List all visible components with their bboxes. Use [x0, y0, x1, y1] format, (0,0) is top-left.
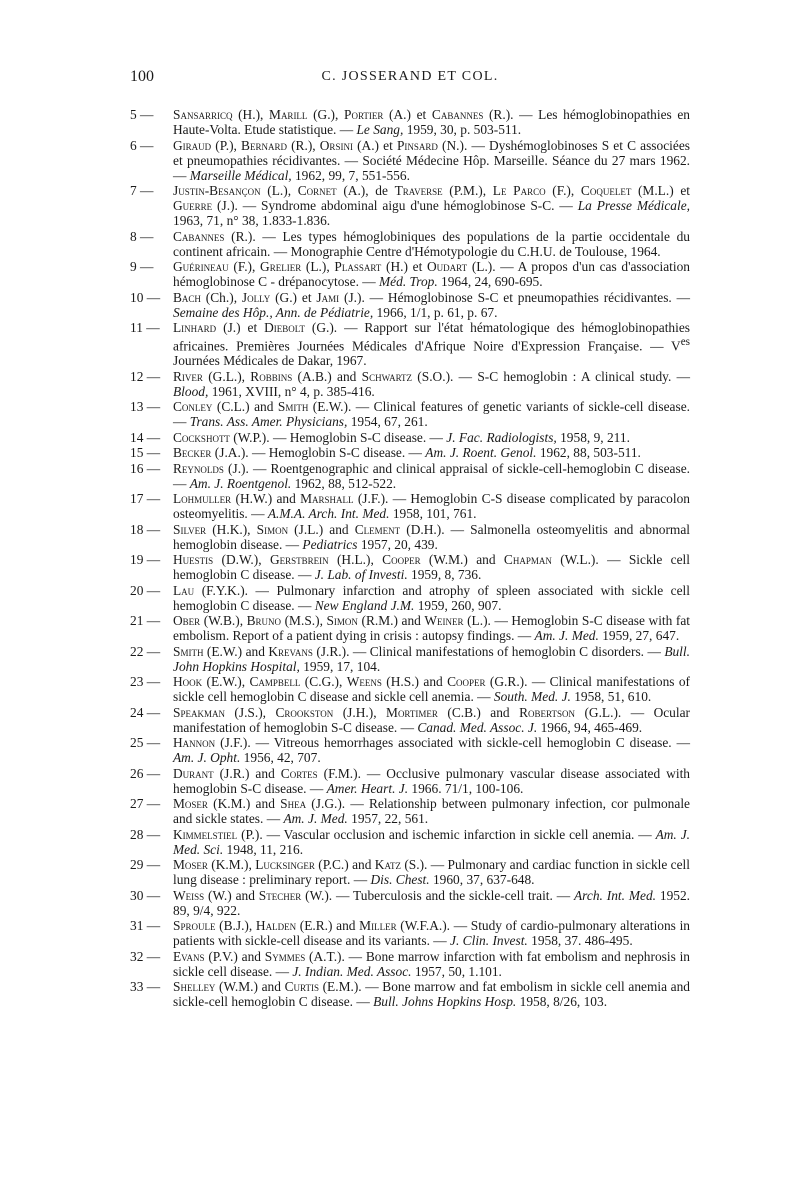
- reference-number: 9 —: [130, 259, 154, 274]
- reference-number: 7 —: [130, 183, 154, 198]
- reference-segment: (P.),: [211, 137, 242, 153]
- reference-text: [173, 857, 690, 887]
- reference-segment: (P.). — Vascular occlusion and ischemic infarction in sickle cell anemia. —: [237, 826, 656, 842]
- reference-segment: (R.),: [286, 137, 320, 153]
- reference-number: 27 —: [130, 796, 161, 812]
- reference-number: 6 —: [130, 137, 154, 153]
- reference-item: [130, 259, 690, 289]
- reference-segment: (F.M.). — Occlusive pulmonary vascular disease associated with hemoglobin S-C disease. —: [173, 765, 690, 796]
- reference-segment: (D.H.). — Salmonella osteomyelitis and abnormal hemoglobin disease. —: [173, 521, 690, 552]
- reference-item: [130, 320, 690, 368]
- reference-segment: (J.F.). — Vitreous hemorrhages associated with sickle-cell hemoglobin C disease. —: [215, 735, 690, 751]
- journal-title: South. Med. J.: [493, 689, 571, 705]
- reference-item: [130, 522, 690, 552]
- journal-title: Bull. John Hopkins Hospital,: [173, 643, 690, 674]
- reference-item: [130, 644, 690, 674]
- reference-segment: 1958, 51, 610.: [570, 689, 652, 705]
- reference-segment: (F.),: [228, 259, 261, 274]
- reference-item: [130, 583, 690, 613]
- reference-number: 26 —: [130, 765, 161, 781]
- author-name: Bach: [173, 289, 201, 305]
- reference-segment: (R.M.) and: [357, 613, 425, 629]
- reference-item: [130, 138, 690, 183]
- author-name: Crookston: [275, 704, 334, 720]
- reference-text: [173, 796, 690, 826]
- reference-segment: (F.Y.K.). — Pulmonary infarction and atrophy of spleen associated with sickle cell hemoglobin C disease. —: [173, 582, 690, 613]
- reference-text: [173, 735, 690, 765]
- author-name: Plassart: [334, 259, 382, 274]
- reference-segment: (E.M.). — Bone marrow and fat embolism in sickle cell anemia and sickle-cell hemoglobin C disease. —: [173, 979, 690, 1010]
- journal-title: J. Clin. Invest.: [450, 933, 528, 949]
- journal-title: Am. J. Med.: [283, 811, 348, 827]
- author-name: Le Parco: [492, 183, 546, 198]
- author-name: Clement: [354, 521, 401, 537]
- reference-item: [130, 827, 690, 857]
- reference-segment: (G.L.). — Ocular manifestation of hemoglobin S-C disease. —: [173, 704, 690, 735]
- reference-segment: (B.J.),: [215, 918, 256, 934]
- author-name: Simon: [326, 613, 358, 629]
- author-name: Oudart: [426, 259, 468, 274]
- reference-number: 17 —: [130, 491, 161, 507]
- author-name: Cockshott: [173, 429, 230, 445]
- author-name: Cabannes: [173, 228, 225, 244]
- reference-segment: (J.L.) and: [288, 521, 355, 537]
- author-name: Grelier: [260, 259, 302, 274]
- reference-segment: (J.). — Hémoglobinose S-C et pneumopathies récidivantes. —: [339, 289, 691, 305]
- author-name: Bernard: [241, 137, 287, 153]
- reference-segment: (H.) et: [381, 259, 427, 274]
- author-name: Durant: [173, 765, 214, 781]
- author-name: Halden: [255, 918, 297, 934]
- author-name: Jami: [316, 289, 340, 305]
- reference-segment: (H.S.) and: [381, 674, 448, 690]
- reference-segment: (E.W.). — Clinical features of genetic variants of sickle-cell disease. —: [173, 399, 690, 430]
- page-number: 100: [130, 68, 154, 85]
- reference-segment: (J.R.). — Clinical manifestations of hemoglobin C disorders. —: [312, 643, 665, 659]
- author-name: Coquelet: [580, 183, 632, 198]
- reference-number: 14 —: [130, 429, 161, 445]
- reference-segment: (W.M.) and: [215, 979, 285, 995]
- journal-title: Marseille Médical,: [189, 167, 292, 183]
- reference-text: [173, 430, 690, 445]
- reference-number: 31 —: [130, 918, 161, 934]
- reference-segment: (G.). — Rapport sur l'état hématologique des hémoglobinopathies africaines. Premières Journées Médicales d'Afrique Noire d'Expression Française. — V: [173, 320, 691, 354]
- reference-segment: 1966, 94, 465-469.: [537, 719, 643, 735]
- journal-title: Am. J. Roentgenol.: [189, 475, 292, 491]
- author-name: Shea: [280, 796, 307, 812]
- reference-segment: 1952. 89, 9/4, 922.: [173, 887, 691, 918]
- reference-segment: 1962, 88, 512-522.: [291, 475, 397, 491]
- author-name: Krevans: [268, 643, 313, 659]
- author-name: Schwartz: [361, 368, 413, 384]
- author-name: Stecher: [258, 887, 302, 903]
- reference-segment: 1959, 8, 736.: [407, 567, 482, 583]
- journal-title: Am. J. Roent. Genol.: [425, 445, 537, 461]
- author-name: Chapman: [503, 552, 552, 568]
- author-name: Portier: [344, 107, 384, 122]
- journal-title: Am. J. Med.: [534, 628, 599, 644]
- journal-title: La Presse Médicale,: [577, 198, 690, 213]
- author-name: Simon: [256, 521, 289, 537]
- reference-item: [130, 949, 690, 979]
- author-name: Smith: [173, 643, 204, 659]
- author-name: Cortes: [280, 765, 318, 781]
- reference-segment: (L.). — Hemoglobin S-C disease with fat embolism. Report of a patient dying in crisis : autopsy findings. —: [173, 613, 691, 644]
- reference-segment: (J.F.). — Hemoglobin C-S disease complicated by paracolon osteomyelitis. —: [173, 491, 690, 522]
- reference-segment: (C.L.) and: [212, 399, 278, 415]
- reference-segment: 1963, 71, n° 38, 1.833-1.836.: [173, 213, 331, 228]
- journal-title: New England J.M.: [314, 597, 415, 613]
- author-name: Sansarricq: [173, 107, 233, 122]
- author-name: Lohmuller: [173, 491, 232, 507]
- author-name: Huestis: [173, 552, 214, 568]
- reference-list: [130, 107, 690, 1010]
- reference-number: 8 —: [130, 228, 154, 244]
- author-name: River: [173, 368, 203, 384]
- author-name: Giraud: [173, 137, 212, 153]
- author-name: Weiner: [424, 613, 464, 629]
- reference-segment: (J.G.). — Relationship between pulmonary infection, cor pulmonale and sickle states. —: [173, 796, 690, 827]
- reference-segment: (J.). — Roentgenographic and clinical appraisal of sickle-cell-hemoglobin C disease. —: [173, 460, 690, 491]
- author-name: Reynolds: [173, 460, 224, 476]
- author-name: Becker: [173, 445, 212, 461]
- author-name: Hannon: [173, 735, 216, 751]
- reference-segment: 1957, 50, 1.101.: [411, 963, 502, 979]
- reference-segment: (A.B.) and: [292, 368, 362, 384]
- author-name: Marshall: [300, 491, 354, 507]
- author-name: Conley: [173, 399, 213, 415]
- reference-segment: (J.) et: [216, 320, 265, 335]
- reference-segment: 1959, 30, p. 503-511.: [403, 122, 522, 137]
- reference-number: 15 —: [130, 445, 161, 461]
- reference-item: [130, 766, 690, 796]
- reference-item: [130, 491, 690, 521]
- reference-number: 18 —: [130, 521, 161, 537]
- author-name: Cooper: [382, 552, 421, 568]
- journal-title: Amer. Heart. J.: [326, 780, 409, 796]
- reference-segment: 1958, 37. 486-495.: [527, 933, 633, 949]
- reference-segment: (G.R.). — Clinical manifestations of sickle cell hemoglobin C disease and sickle cell anemia. —: [173, 674, 691, 705]
- reference-segment: 1948, 11, 216.: [223, 841, 304, 857]
- reference-number: 33 —: [130, 979, 161, 995]
- author-name: Kimmelstiel: [173, 826, 238, 842]
- author-name: Sproule: [173, 918, 216, 934]
- reference-text: [173, 674, 690, 704]
- reference-number: 16 —: [130, 460, 161, 476]
- journal-title: Am. J. Med. Sci.: [173, 826, 690, 857]
- reference-text: [173, 399, 690, 429]
- superscript: es: [680, 336, 690, 348]
- reference-text: [173, 290, 690, 320]
- reference-segment: (G.),: [307, 107, 344, 122]
- author-name: Shelley: [173, 979, 216, 995]
- reference-segment: (K.M.) and: [207, 796, 281, 812]
- journal-title: Méd. Trop.: [379, 274, 438, 289]
- reference-segment: 1962, 88, 503-511.: [536, 445, 641, 461]
- reference-item: [130, 705, 690, 735]
- author-name: Moser: [173, 796, 208, 812]
- reference-segment: (F.),: [545, 183, 581, 198]
- reference-segment: (J.S.),: [224, 704, 276, 720]
- reference-segment: (E.R.) and: [296, 918, 360, 934]
- reference-segment: (A.) et: [383, 107, 432, 122]
- reference-segment: (H.),: [232, 107, 270, 122]
- journal-title: J. Fac. Radiologists,: [446, 429, 557, 445]
- reference-segment: (J.A.). — Hemoglobin S-C disease. —: [211, 445, 426, 461]
- reference-text: [173, 705, 690, 735]
- reference-segment: 1964, 24, 690-695.: [437, 274, 543, 289]
- reference-text: [173, 445, 690, 460]
- reference-item: [130, 107, 690, 137]
- reference-item: [130, 613, 690, 643]
- reference-item: [130, 552, 690, 582]
- reference-number: 5 —: [130, 107, 154, 122]
- reference-item: [130, 796, 690, 826]
- reference-text: [173, 229, 690, 259]
- author-name: Miller: [359, 918, 397, 934]
- journal-title: Bull. Johns Hopkins Hosp.: [373, 994, 517, 1010]
- reference-segment: (J.H.),: [333, 704, 387, 720]
- author-name: Gerstbrein: [269, 552, 329, 568]
- reference-item: [130, 229, 690, 259]
- reference-text: [173, 979, 690, 1009]
- reference-segment: 1956, 42, 707.: [240, 750, 321, 766]
- reference-number: 21 —: [130, 613, 161, 629]
- reference-segment: 1954, 67, 261.: [347, 414, 428, 430]
- author-name: Campbell: [249, 674, 301, 690]
- journal-title: Canad. Med. Assoc. J.: [417, 719, 538, 735]
- reference-segment: (A.) et: [352, 137, 397, 153]
- journal-title: Semaine des Hôp., Ann. de Pédiatrie,: [173, 304, 374, 320]
- journal-title: Pediatrics: [302, 536, 358, 552]
- author-name: Bruno: [246, 613, 282, 629]
- reference-item: [130, 461, 690, 491]
- reference-segment: 1959, 27, 647.: [598, 628, 680, 644]
- reference-text: [173, 138, 690, 183]
- reference-segment: Journées Médicales de Dakar, 1967.: [173, 353, 367, 369]
- journal-title: A.M.A. Arch. Int. Med.: [267, 506, 390, 522]
- reference-item: [130, 674, 690, 704]
- reference-segment: (L.). — A propos d'un cas d'association hémoglobinose C - drépanocytose. —: [173, 259, 690, 289]
- journal-title: Am. J. Opht.: [173, 750, 241, 766]
- author-name: Cornet: [297, 183, 337, 198]
- reference-number: 32 —: [130, 948, 161, 964]
- reference-item: [130, 979, 690, 1009]
- author-name: Weens: [346, 674, 382, 690]
- reference-segment: (G.) et: [270, 289, 317, 305]
- reference-segment: 1958, 9, 211.: [556, 429, 630, 445]
- author-name: Orsini: [319, 137, 353, 153]
- reference-text: [173, 918, 690, 948]
- author-name: Lucksinger: [255, 857, 315, 873]
- reference-segment: (S.O.). — S-C hemoglobin : A clinical study. —: [412, 368, 690, 384]
- reference-segment: (M.S.),: [281, 613, 327, 629]
- page-header: [130, 68, 690, 92]
- reference-number: 12 —: [130, 368, 161, 384]
- reference-number: 22 —: [130, 643, 161, 659]
- author-name: Smith: [277, 399, 309, 415]
- author-name: Jolly: [241, 289, 271, 305]
- reference-item: [130, 735, 690, 765]
- reference-segment: 1959, 260, 907.: [414, 597, 502, 613]
- author-name: Silver: [173, 521, 207, 537]
- reference-item: [130, 183, 690, 228]
- author-name: Marill: [269, 107, 308, 122]
- journal-title: Blood,: [173, 383, 209, 399]
- reference-item: [130, 290, 690, 320]
- reference-segment: 1957, 20, 439.: [357, 536, 438, 552]
- reference-number: 25 —: [130, 735, 161, 751]
- reference-text: [173, 888, 690, 918]
- reference-segment: (A.), de: [336, 183, 395, 198]
- reference-segment: (H.K.),: [206, 521, 257, 537]
- reference-segment: 1958, 8/26, 103.: [516, 994, 608, 1010]
- reference-number: 29 —: [130, 857, 161, 873]
- reference-segment: (W.F.A.). — Study of cardio-pulmonary alterations in patients with sickle-cell disease and its variants. —: [173, 918, 690, 949]
- reference-segment: (C.B.) and: [437, 704, 520, 720]
- reference-segment: (E.W.) and: [203, 643, 269, 659]
- reference-segment: (W.). — Tuberculosis and the sickle-cell trait. —: [301, 887, 574, 903]
- reference-segment: (Ch.),: [200, 289, 242, 305]
- author-name: Justin-Besançon: [173, 183, 261, 198]
- reference-segment: (K.M.),: [207, 857, 256, 873]
- journal-title: Arch. Int. Med.: [574, 887, 656, 903]
- author-name: Guérineau: [173, 259, 229, 274]
- author-name: Robertson: [519, 704, 575, 720]
- reference-number: 11 —: [130, 320, 160, 335]
- reference-text: [173, 259, 690, 289]
- reference-text: [173, 613, 690, 643]
- reference-text: [173, 949, 690, 979]
- reference-text: [173, 491, 690, 521]
- reference-text: [173, 766, 690, 796]
- reference-number: 20 —: [130, 582, 161, 598]
- reference-text: [173, 644, 690, 674]
- reference-segment: (L.),: [301, 259, 335, 274]
- author-name: Hook: [173, 674, 203, 690]
- author-name: Diebolt: [264, 320, 305, 335]
- journal-title: Dis. Chest.: [370, 872, 430, 888]
- reference-segment: (H.L.),: [328, 552, 383, 568]
- reference-segment: (C.G.),: [300, 674, 347, 690]
- reference-text: [173, 827, 690, 857]
- reference-text: [173, 107, 690, 137]
- reference-number: 30 —: [130, 887, 161, 903]
- reference-segment: (L.),: [260, 183, 298, 198]
- reference-segment: (A.T.). — Bone marrow infarction with fat embolism and nephrosis in sickle cell disease. —: [173, 948, 690, 979]
- reference-text: [173, 552, 690, 582]
- journal-title: Trans. Ass. Amer. Physicians,: [189, 414, 348, 430]
- reference-segment: 1966, 1/1, p. 61, p. 67.: [373, 304, 498, 320]
- author-name: Robbins: [250, 368, 293, 384]
- reference-segment: (N.). — Dyshémoglobinoses S et C associées et pneumopathies récidivantes. — Société Médecine Hôp. Marseille. Séance du 27 mars 1962. —: [173, 137, 690, 183]
- reference-segment: 1962, 99, 7, 551-556.: [291, 167, 410, 183]
- reference-text: [173, 183, 690, 228]
- reference-segment: (P.V.) and: [204, 948, 265, 964]
- reference-segment: (H.W.) and: [231, 491, 301, 507]
- author-name: Guerre: [173, 198, 213, 213]
- reference-number: 13 —: [130, 399, 161, 415]
- reference-segment: (M.L.) et: [631, 183, 690, 198]
- author-name: Cabannes: [431, 107, 484, 122]
- reference-segment: (J.). — Syndrome abdominal aigu d'une hémoglobinose S-C. —: [212, 198, 578, 213]
- author-name: Traverse: [394, 183, 443, 198]
- author-name: Speakman: [173, 704, 225, 720]
- reference-segment: (D.W.),: [213, 552, 270, 568]
- reference-item: [130, 918, 690, 948]
- reference-number: 28 —: [130, 826, 161, 842]
- reference-segment: (W.) and: [204, 887, 259, 903]
- reference-item: [130, 445, 690, 460]
- reference-segment: (J.R.) and: [213, 765, 281, 781]
- author-name: Symmes: [264, 948, 306, 964]
- reference-item: [130, 857, 690, 887]
- author-name: Pinsard: [396, 137, 438, 153]
- author-name: Weiss: [173, 887, 205, 903]
- running-head: C. JOSSERAND ET COL.: [321, 69, 499, 84]
- reference-item: [130, 369, 690, 399]
- reference-item: [130, 399, 690, 429]
- reference-item: [130, 430, 690, 445]
- reference-segment: 1961, XVIII, n° 4, p. 385-416.: [208, 383, 375, 399]
- author-name: Cooper: [447, 674, 486, 690]
- reference-text: [173, 522, 690, 552]
- reference-segment: 1957, 22, 561.: [347, 811, 429, 827]
- author-name: Moser: [173, 857, 208, 873]
- author-name: Lau: [173, 582, 195, 598]
- reference-segment: (W.P.). — Hemoglobin S-C disease. —: [229, 429, 447, 445]
- reference-segment: (W.B.),: [200, 613, 247, 629]
- reference-segment: (S.). — Pulmonary and cardiac function in sickle cell lung disease : preliminary report. —: [173, 857, 691, 888]
- reference-segment: 1966. 71/1, 100-106.: [408, 780, 524, 796]
- reference-segment: (R.). — Les hémoglobinopathies en Haute-Volta. Etude statistique. —: [173, 107, 691, 137]
- reference-segment: 1959, 17, 104.: [299, 658, 381, 674]
- reference-number: 24 —: [130, 704, 161, 720]
- author-name: Evans: [173, 948, 205, 964]
- reference-text: [173, 369, 690, 399]
- journal-title: J. Lab. of Investi.: [314, 567, 408, 583]
- reference-segment: (E.W.),: [202, 674, 250, 690]
- reference-text: [173, 461, 690, 491]
- reference-text: [173, 320, 690, 368]
- reference-number: 19 —: [130, 552, 161, 568]
- journal-title: Le Sang,: [356, 122, 404, 137]
- reference-segment: (W.L.). — Sickle cell hemoglobin C disease. —: [173, 552, 690, 583]
- journal-title: J. Indian. Med. Assoc.: [292, 963, 412, 979]
- author-name: Mortimer: [386, 704, 438, 720]
- reference-number: 23 —: [130, 674, 161, 690]
- author-name: Katz: [374, 857, 401, 873]
- reference-text: [173, 583, 690, 613]
- reference-segment: (R.). — Les types hémoglobiniques des populations de la partie occidentale du continent africain. — Monographie Centre d'Hémotypologie du C.H.U. de Toulouse, 1964.: [173, 228, 690, 259]
- reference-number: 10 —: [130, 289, 161, 305]
- reference-segment: (G.L.),: [202, 368, 251, 384]
- author-name: Ober: [173, 613, 201, 629]
- reference-segment: (P.M.),: [442, 183, 493, 198]
- reference-segment: 1960, 37, 637-648.: [429, 872, 535, 888]
- reference-segment: (P.C.) and: [314, 857, 375, 873]
- reference-item: [130, 888, 690, 918]
- reference-segment: (W.M.) and: [420, 552, 504, 568]
- author-name: Linhard: [173, 320, 217, 335]
- author-name: Curtis: [284, 979, 319, 995]
- reference-segment: 1958, 101, 761.: [389, 506, 477, 522]
